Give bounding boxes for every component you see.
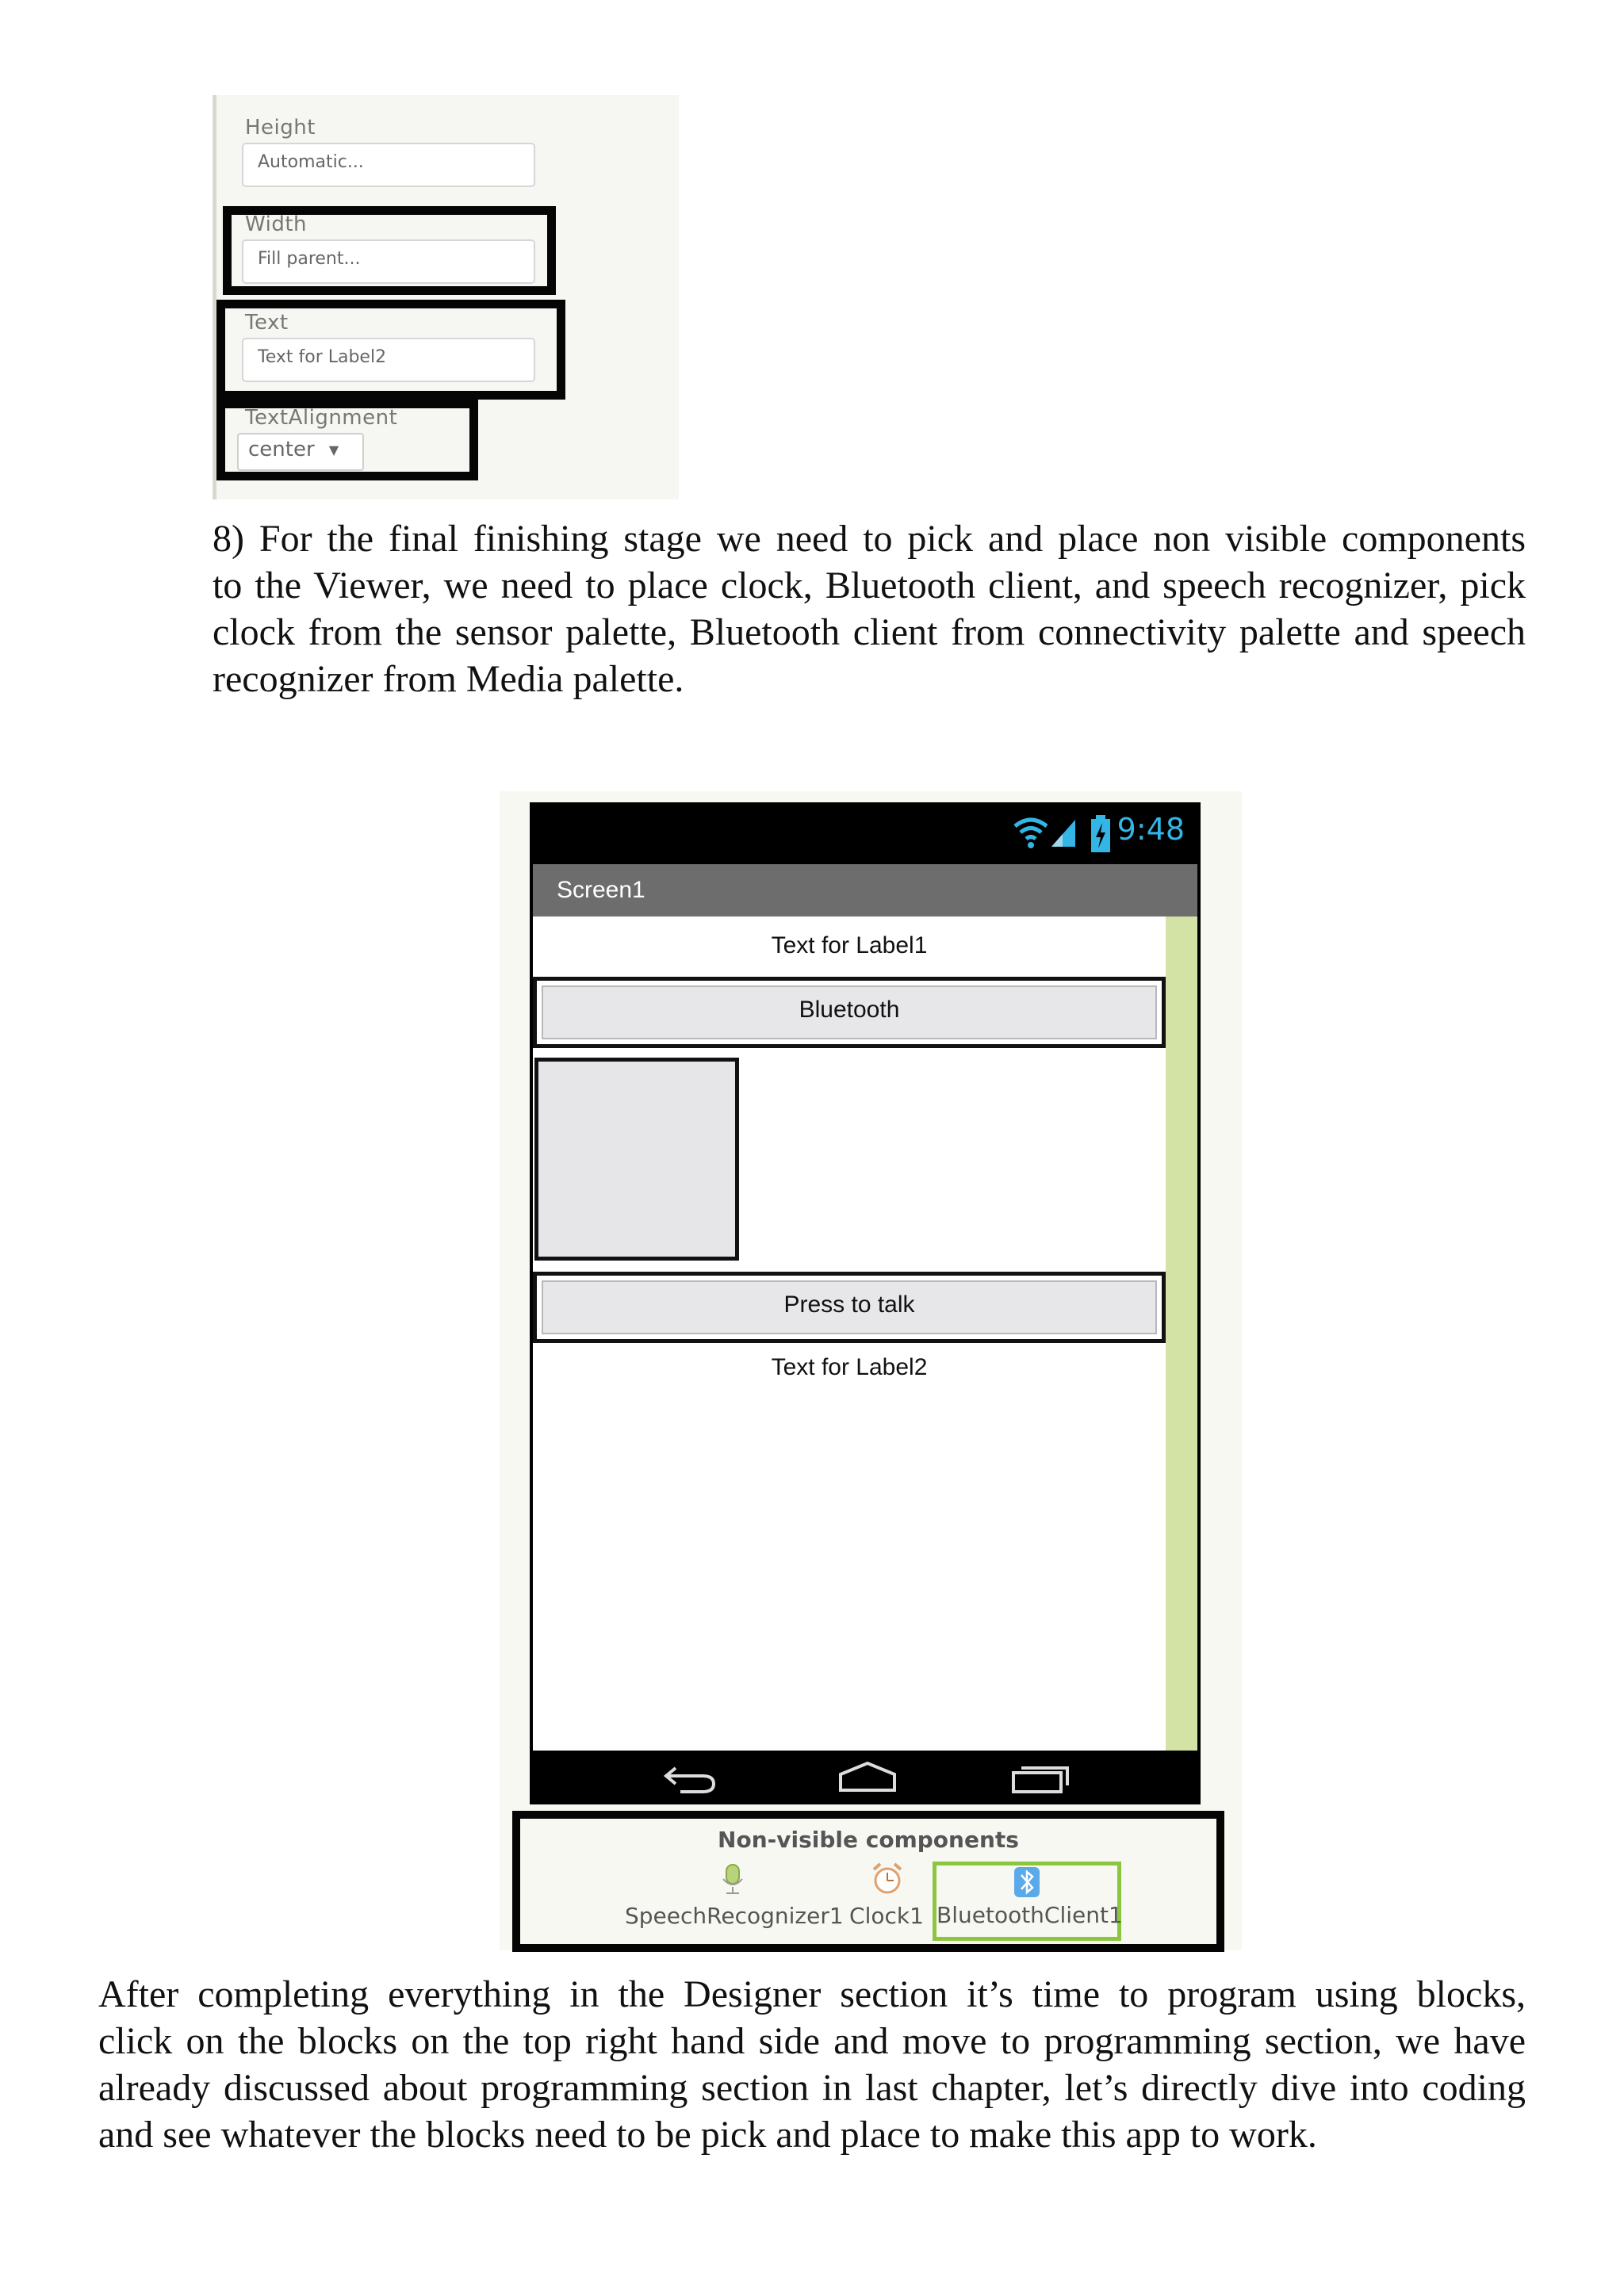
press-to-talk-button[interactable]: Press to talk (542, 1280, 1157, 1334)
battery-charging-icon (1090, 815, 1112, 853)
chevron-down-icon: ▼ (328, 442, 339, 457)
non-visible-title: Non-visible components (718, 1827, 1019, 1853)
status-time: 9:48 (1116, 812, 1185, 847)
screen-title-bar (533, 864, 1197, 916)
recent-apps-icon[interactable] (1010, 1760, 1074, 1797)
screen-viewport (533, 916, 1197, 1751)
back-icon[interactable] (661, 1760, 720, 1797)
nav-bar (530, 1751, 1201, 1804)
scroll-rail[interactable] (1166, 916, 1197, 1751)
bluetooth-icon (1013, 1866, 1041, 1899)
height-field[interactable]: Automatic... (242, 143, 535, 187)
bluetooth-client-component: BluetoothClient1 (936, 1902, 1123, 1928)
step8-line: 8) For the final finishing stage we need to pick and place non visible components (213, 518, 1526, 560)
properties-panel-screenshot (213, 95, 679, 499)
microphone-icon (720, 1863, 745, 1896)
textalignment-select[interactable] (237, 433, 364, 471)
alarm-clock-icon (871, 1862, 904, 1896)
home-icon[interactable] (836, 1760, 899, 1797)
closing-paragraph (98, 1971, 1526, 2158)
clock-component[interactable]: Clock1 (849, 1903, 924, 1929)
step8-line: to the Viewer, we need to place clock, Bluetooth client, and speech recognizer, pick (213, 564, 1526, 607)
label2: Text for Label2 (771, 1354, 928, 1380)
bluetooth-button-frame (533, 977, 1166, 1048)
height-label: Height (245, 116, 316, 140)
closing-line: and see whatever the blocks need to be pick and place to make this app to work. (98, 2114, 1317, 2156)
textalignment-label: TextAlignment (245, 406, 398, 430)
talk-button-frame (533, 1272, 1166, 1343)
phone-viewer (530, 802, 1201, 1804)
non-visible-components-panel (512, 1811, 1224, 1952)
step8-line: clock from the sensor palette, Bluetooth client from connectivity palette and speech (213, 611, 1526, 653)
step8-line: recognizer from Media palette. (213, 658, 684, 700)
speech-recognizer-component[interactable]: SpeechRecognizer1 (625, 1903, 844, 1929)
label1: Text for Label1 (771, 932, 928, 959)
wifi-signal-icon (1012, 815, 1083, 851)
textalignment-value: center (248, 438, 315, 461)
closing-line: click on the blocks on the top right hand side and move to programming section, we have (98, 2020, 1526, 2062)
status-bar (530, 802, 1201, 864)
width-label: Width (245, 212, 308, 236)
screen-title: Screen1 (557, 877, 645, 903)
text-field[interactable]: Text for Label2 (242, 338, 535, 382)
text-label: Text (245, 311, 289, 335)
width-field[interactable]: Fill parent... (242, 239, 535, 284)
bluetooth-client-highlight[interactable] (933, 1862, 1121, 1941)
step8-paragraph (213, 515, 1526, 702)
closing-line: already discussed about programming section in last chapter, let’s directly dive into coding (98, 2067, 1526, 2109)
image-placeholder (534, 1058, 739, 1261)
bluetooth-button[interactable]: Bluetooth (542, 985, 1157, 1039)
closing-line: After completing everything in the Designer section it’s time to program using blocks, (98, 1973, 1526, 2015)
